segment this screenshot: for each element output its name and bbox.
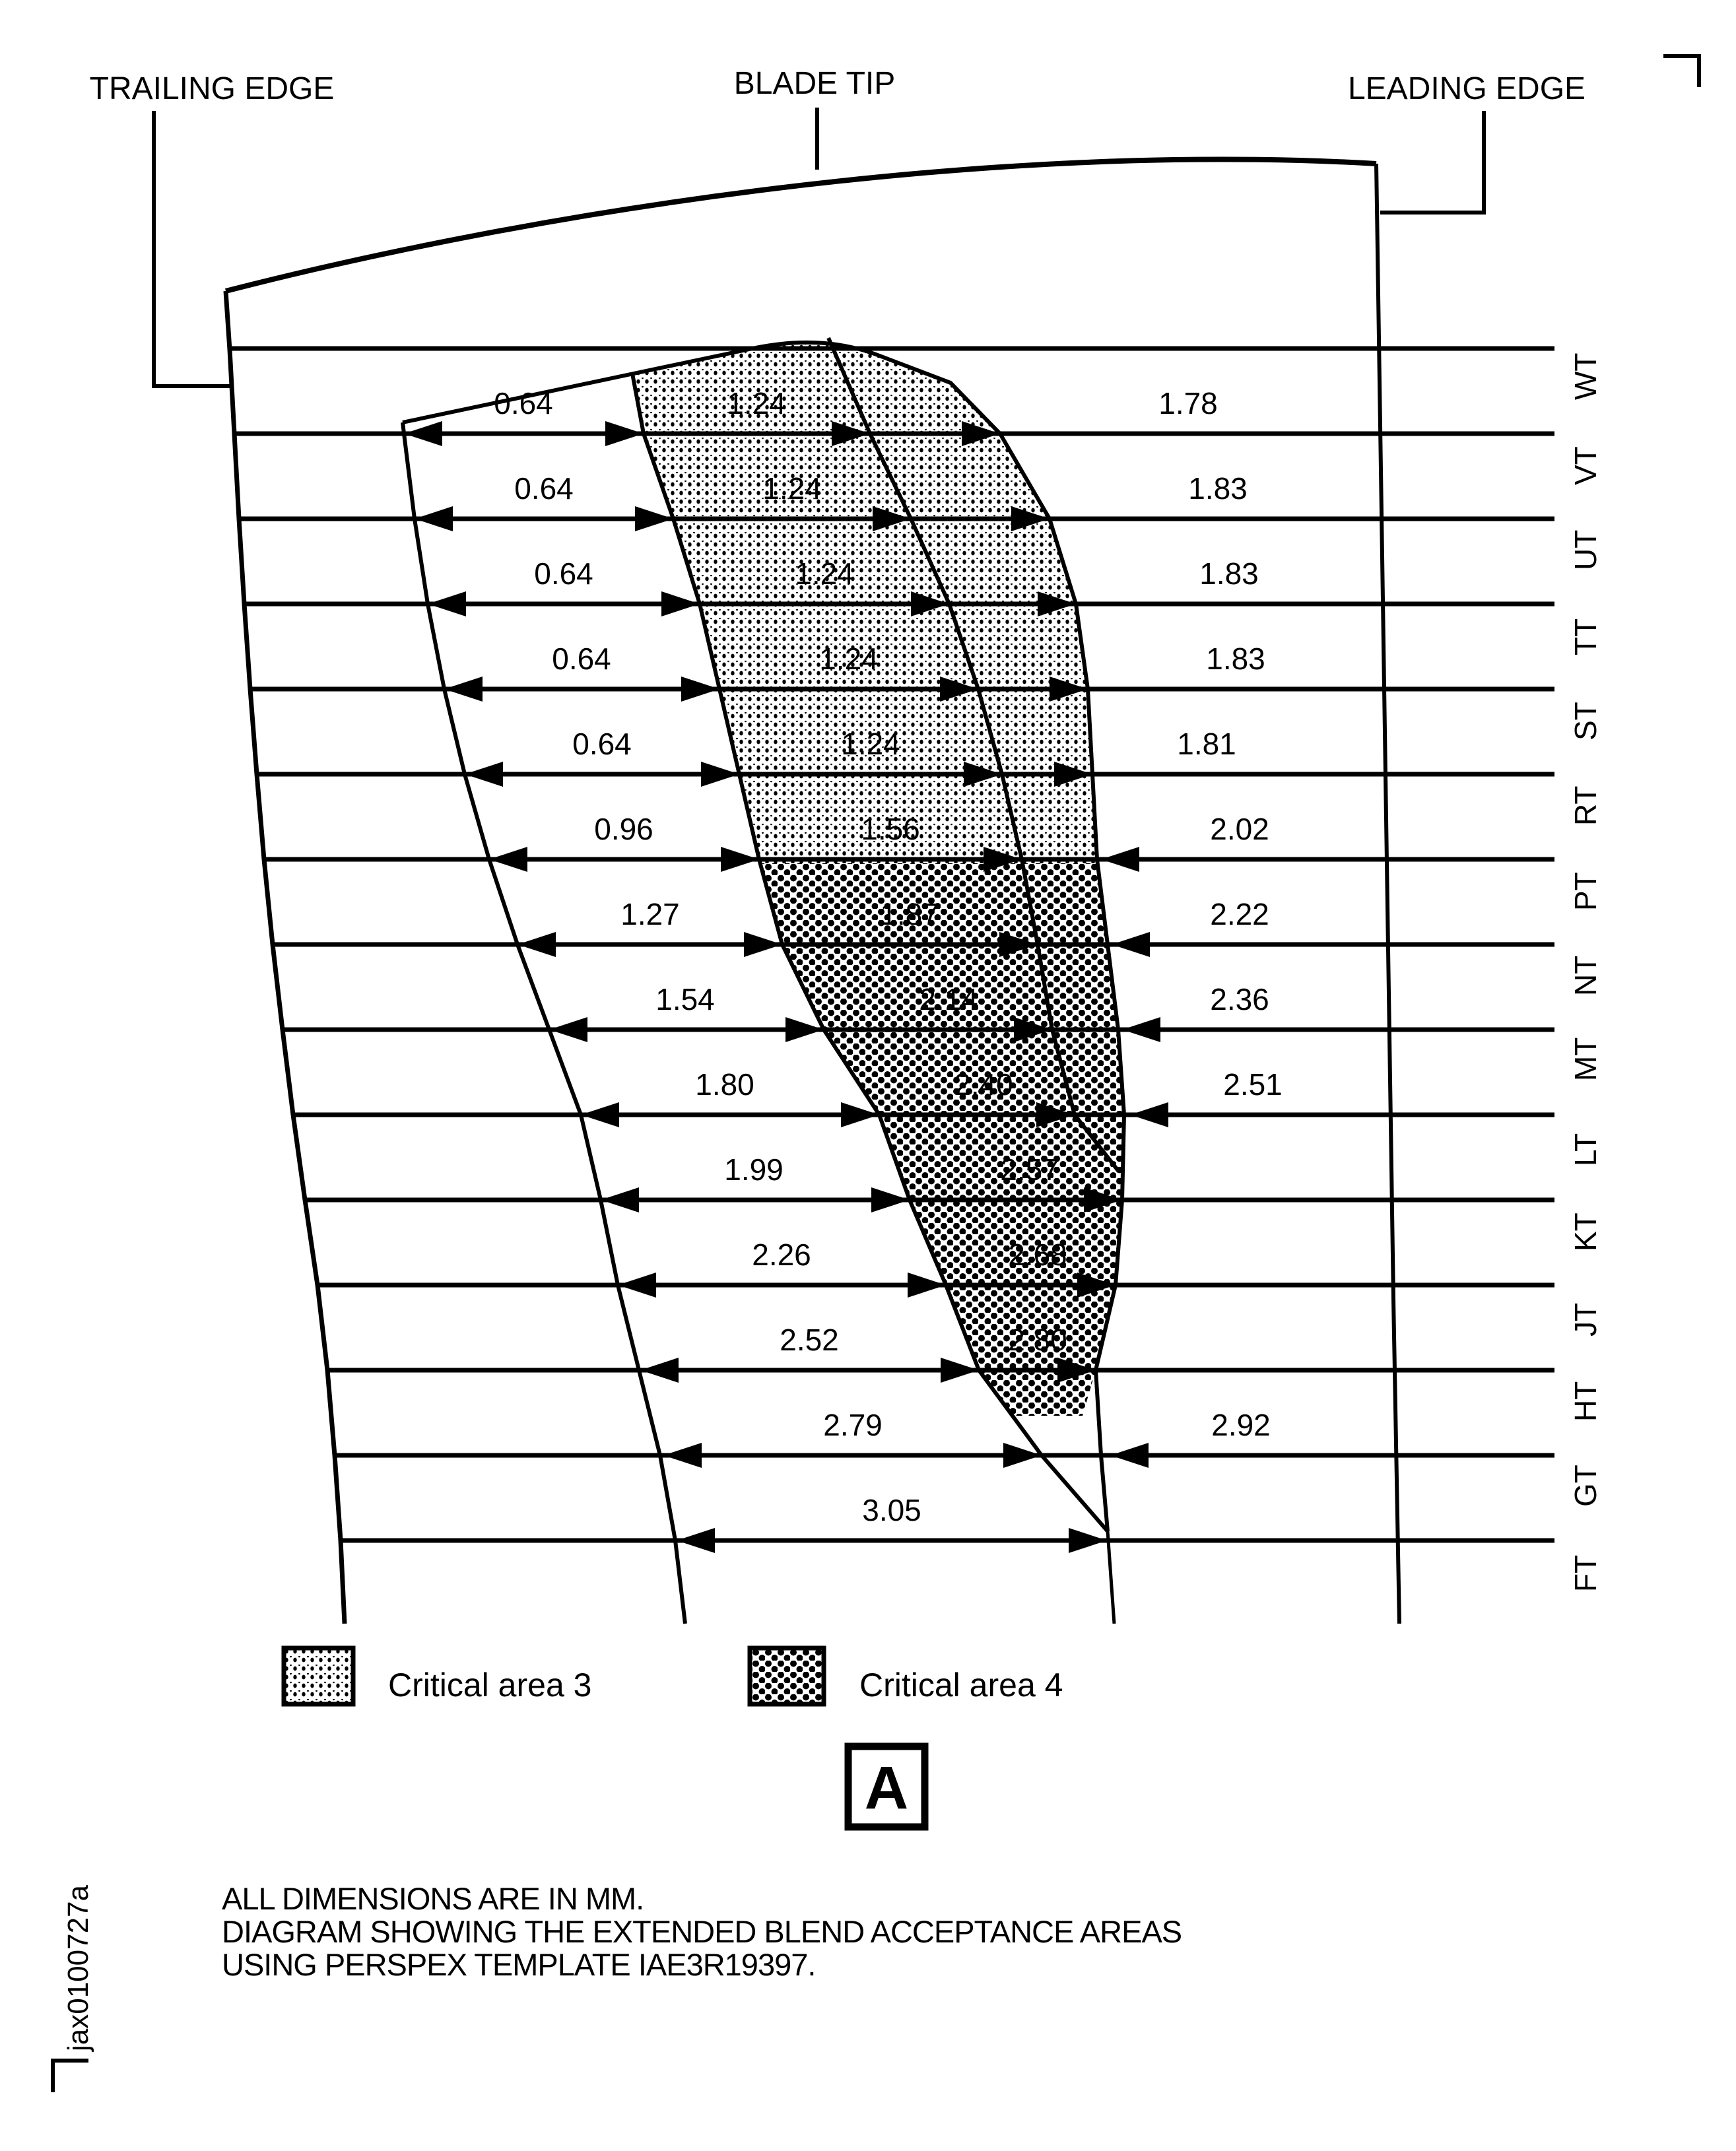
dim-label-right-TV: 1.78 xyxy=(1158,386,1218,420)
note-line-1: ALL DIMENSIONS ARE IN MM. xyxy=(222,1881,644,1916)
dim-label-left-TU: 0.64 xyxy=(514,471,574,506)
dim-label-left-TJ: 2.26 xyxy=(752,1238,811,1272)
legend-swatch-area3 xyxy=(284,1648,353,1704)
station-id-label-TH: HT xyxy=(1568,1381,1603,1422)
dim-label-right-TG: 2.92 xyxy=(1211,1408,1271,1442)
dim-label-left-TH: 2.52 xyxy=(780,1323,839,1357)
dim-label-right-TT: 1.83 xyxy=(1199,556,1259,591)
doc-code-label: jax0100727a xyxy=(62,1884,94,2051)
dim-label-right-TR: 1.81 xyxy=(1177,727,1236,761)
station-id-label-TM: MT xyxy=(1568,1037,1603,1081)
dim-label-right-TP: 2.02 xyxy=(1210,812,1269,846)
dim-label-middle-TM: 2.14 xyxy=(919,982,978,1016)
dim-label-middle-TH: 2.80 xyxy=(1008,1323,1067,1357)
station-id-label-TS: ST xyxy=(1568,702,1603,741)
station-id-label-TF: FT xyxy=(1568,1554,1603,1592)
dim-label-left-TK: 1.99 xyxy=(724,1152,784,1187)
dim-label-middle-TV: 1.24 xyxy=(727,386,786,420)
dim-label-left-TT: 0.64 xyxy=(534,556,593,591)
dim-label-left-TL: 1.80 xyxy=(695,1067,754,1102)
view-marker-letter: A xyxy=(864,1754,909,1822)
station-id-label-TK: KT xyxy=(1568,1212,1603,1251)
dim-label-middle-TS: 1.24 xyxy=(819,642,879,676)
leading-edge-label: LEADING EDGE xyxy=(1347,71,1586,106)
station-id-label-TL: LT xyxy=(1568,1133,1603,1166)
station-id-label-TJ: JT xyxy=(1568,1302,1603,1337)
legend-label-area4: Critical area 4 xyxy=(859,1667,1063,1704)
dim-label-left-TF: 3.05 xyxy=(862,1493,921,1527)
view-marker xyxy=(848,1746,925,1827)
dim-label-right-TL: 2.51 xyxy=(1223,1067,1283,1102)
dim-label-middle-TN: 1.87 xyxy=(880,897,939,931)
dim-label-right-TM: 2.36 xyxy=(1210,982,1269,1016)
dim-label-left-TN: 1.27 xyxy=(620,897,680,931)
station-id-label-TG: GT xyxy=(1568,1465,1603,1507)
dim-label-right-TS: 1.83 xyxy=(1206,642,1265,676)
dim-label-middle-TP: 1.56 xyxy=(861,812,920,846)
dim-label-right-TU: 1.83 xyxy=(1188,471,1248,506)
legend-label-area3: Critical area 3 xyxy=(388,1667,592,1704)
station-id-label-TW: WT xyxy=(1568,352,1603,400)
dim-label-middle-TR: 1.24 xyxy=(841,727,900,761)
dim-label-left-TP: 0.96 xyxy=(594,812,653,846)
dim-label-left-TG: 2.79 xyxy=(823,1408,883,1442)
station-id-label-TU: UT xyxy=(1568,529,1603,570)
dim-label-left-TV: 0.64 xyxy=(494,386,553,420)
dim-label-left-TS: 0.64 xyxy=(552,642,611,676)
dim-label-left-TR: 0.64 xyxy=(572,727,632,761)
dim-label-middle-TT: 1.24 xyxy=(795,556,854,591)
station-id-label-TT: TT xyxy=(1568,618,1603,655)
legend-swatch-area4 xyxy=(750,1648,824,1704)
dim-label-middle-TJ: 2.68 xyxy=(1008,1238,1067,1272)
station-id-label-TV: VT xyxy=(1568,446,1603,485)
dim-label-middle-TK: 2.57 xyxy=(1000,1152,1059,1187)
note-line-3: USING PERSPEX TEMPLATE IAE3R19397. xyxy=(222,1947,816,1982)
station-id-label-TP: PT xyxy=(1568,872,1603,911)
note-line-2: DIAGRAM SHOWING THE EXTENDED BLEND ACCEPTANCE AREAS xyxy=(222,1914,1182,1949)
dim-label-middle-TL: 2.40 xyxy=(954,1067,1013,1102)
blade-tip-label: BLADE TIP xyxy=(733,66,896,101)
station-id-label-TR: RT xyxy=(1568,785,1603,826)
station-id-label-TN: NT xyxy=(1568,955,1603,996)
dim-label-left-TM: 1.54 xyxy=(655,982,715,1016)
dim-label-right-TN: 2.22 xyxy=(1210,897,1269,931)
trailing-edge-label: TRAILING EDGE xyxy=(89,71,335,106)
dim-label-middle-TU: 1.24 xyxy=(762,471,822,506)
